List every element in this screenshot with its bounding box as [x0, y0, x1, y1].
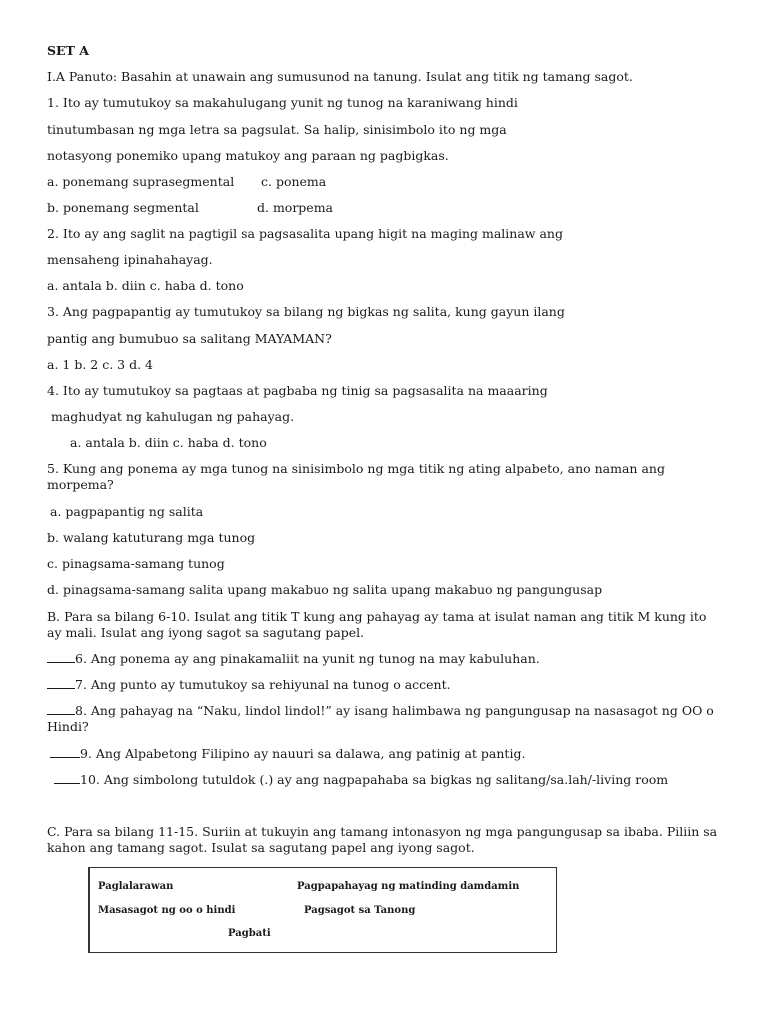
- question-4-line-1: 4. Ito ay tumutukoy sa pagtaas at pagbaba ng tinig sa pagsasalita na maaaring: [47, 383, 548, 398]
- question-4-choices: a. antala b. diin c. haba d. tono: [70, 435, 267, 450]
- tf-item-10: [54, 772, 668, 788]
- answer-blank[interactable]: [54, 772, 80, 784]
- tf-item-8-text: 8. Ang pahayag na “Naku, lindol lindol!” ay isang halimbawa ng pangungusap na nasasagot ng OO o Hindi?: [47, 703, 714, 734]
- question-1-choice-a: a. ponemang suprasegmental: [47, 174, 235, 189]
- question-4-line-2: maghudyat ng kahulugan ng pahayag.: [51, 409, 295, 424]
- question-3-line-2: pantig ang bumubuo sa salitang MAYAMAN?: [47, 331, 332, 346]
- question-1-line-1: 1. Ito ay tumutukoy sa makahulugang yunit ng tunog na karaniwang hindi: [47, 95, 518, 110]
- question-5-choice-b: b. walang katuturang mga tunog: [47, 530, 256, 545]
- question-5-choice-a: a. pagpapantig ng salita: [50, 504, 204, 519]
- instructions-part-a: I.A Panuto: Basahin at unawain ang sumusunod na tanung. Isulat ang titik ng tamang sagot.: [47, 69, 633, 84]
- answer-blank[interactable]: [47, 703, 75, 715]
- instructions-part-b: B. Para sa bilang 6-10. Isulat ang titik T kung ang pahayag ay tama at isulat naman ang titik M kung ito ay mali. Isulat ang iyong sagot sa sagutang papel.: [47, 609, 707, 640]
- answer-blank[interactable]: [47, 651, 75, 663]
- question-3-choices: a. 1 b. 2 c. 3 d. 4: [47, 357, 153, 372]
- question-2-line-2: mensaheng ipinahahayag.: [47, 252, 213, 267]
- answer-choices-box: [88, 867, 557, 953]
- box-item-pagsagot: Pagsagot sa Tanong: [304, 905, 416, 916]
- tf-item-7-text: 7. Ang punto ay tumutukoy sa rehiyunal na tunog o accent.: [75, 677, 451, 692]
- question-2-line-1: 2. Ito ay ang saglit na pagtigil sa pagsasalita upang higit na maging malinaw ang: [47, 226, 563, 241]
- box-item-paglalarawan: Paglalarawan: [98, 881, 174, 892]
- box-item-masasagot: Masasagot ng oo o hindi: [98, 905, 236, 916]
- tf-item-9: [50, 746, 525, 762]
- box-item-pagpapahayag: Pagpapahayag ng matinding damdamin: [297, 881, 520, 892]
- question-1-line-2: tinutumbasan ng mga letra sa pagsulat. Sa halip, sinisimbolo ito ng mga: [47, 122, 507, 137]
- tf-item-9-text: 9. Ang Alpabetong Filipino ay nauuri sa dalawa, ang patinig at pantig.: [80, 746, 526, 761]
- box-item-pagbati: Pagbati: [228, 928, 271, 939]
- instructions-part-c: C. Para sa bilang 11-15. Suriin at tukuyin ang tamang intonasyon ng mga pangungusap sa ibaba. Piliin sa kahon ang tamang sagot. Isulat sa sagutang papel ang iyong sagot.: [47, 824, 718, 855]
- answer-blank[interactable]: [47, 677, 75, 689]
- question-3-line-1: 3. Ang pagpapantig ay tumutukoy sa bilang ng bigkas ng salita, kung gayun ilang: [47, 304, 565, 319]
- question-2-choices: a. antala b. diin c. haba d. tono: [47, 278, 244, 293]
- question-1-choice-b: b. ponemang segmental: [47, 200, 199, 215]
- question-1-choice-d: d. morpema: [257, 200, 334, 215]
- answer-blank[interactable]: [50, 746, 80, 758]
- tf-item-6-text: 6. Ang ponema ay ang pinakamaliit na yunit ng tunog na may kabuluhan.: [75, 651, 540, 666]
- tf-item-10-text: 10. Ang simbolong tutuldok (.) ay ang nagpapahaba sa bigkas ng salitang/sa.lah/-living room: [80, 772, 669, 787]
- question-5-choice-c: c. pinagsama-samang tunog: [47, 556, 225, 571]
- tf-item-7: [47, 677, 451, 693]
- tf-item-8: [47, 703, 719, 735]
- set-title: SET A: [47, 43, 89, 58]
- question-5-text: 5. Kung ang ponema ay mga tunog na sinisimbolo ng mga titik ng ating alpabeto, ano naman ang morpema?: [47, 461, 665, 492]
- tf-item-6: [47, 651, 540, 667]
- question-1-choice-c: c. ponema: [261, 174, 327, 189]
- question-1-line-3: notasyong ponemiko upang matukoy ang paraan ng pagbigkas.: [47, 148, 449, 163]
- question-5-choice-d: d. pinagsama-samang salita upang makabuo ng salita upang makabuo ng pangungusap: [47, 582, 603, 597]
